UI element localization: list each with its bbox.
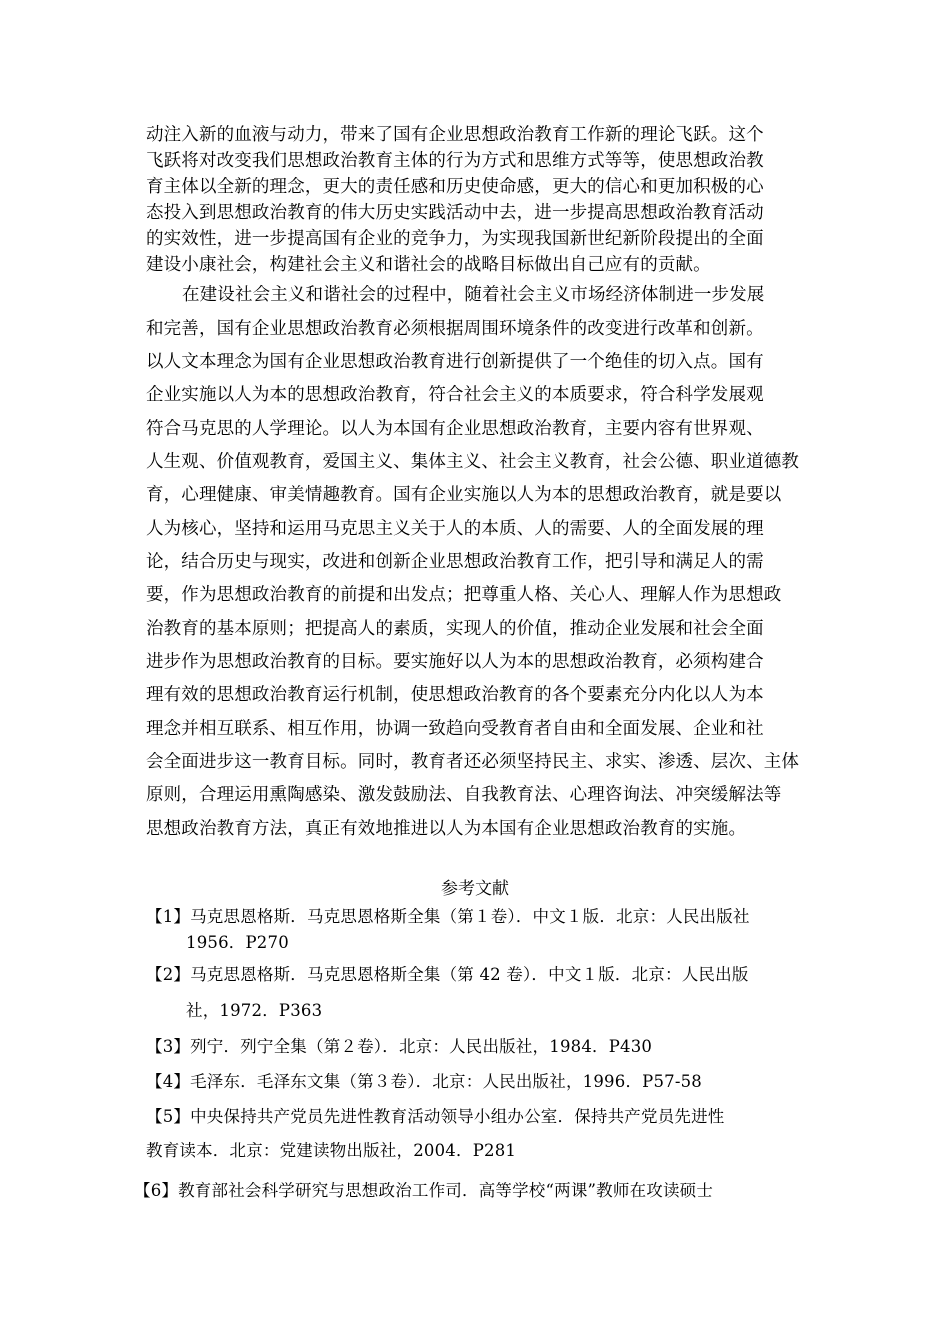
paragraph-2-line: 会全面进步这一教育目标。同时，教育者还必须坚持民主、求实、渗透、层次、主体 <box>146 752 800 772</box>
paragraph-2-line: 育，心理健康、审美情趣教育。国有企业实施以人为本的思想政治教育，就是要以 <box>146 485 782 505</box>
paragraph-1-line: 动注入新的血液与动力，带来了国有企业思想政治教育工作新的理论飞跃。这个 <box>146 125 764 145</box>
reference-entry-4: 【4】毛泽东．毛泽东文集（第３卷）．北京：人民出版社，1996．P57-58 <box>146 1072 703 1091</box>
reference-entry-1-continuation: 1956．P270 <box>186 933 289 952</box>
paragraph-2-line: 和完善，国有企业思想政治教育必须根据周围环境条件的改变进行改革和创新。 <box>146 319 764 339</box>
reference-entry-1: 【1】马克思恩格斯．马克思恩格斯全集（第１卷）．中文１版．北京：人民出版社 <box>146 907 750 926</box>
reference-entry-5-continuation: 教育读本．北京：党建读物出版社，2004．P281 <box>146 1141 517 1160</box>
reference-entry-2: 【2】马克思恩格斯．马克思恩格斯全集（第 42 卷）．中文１版．北京：人民出版 <box>146 965 749 984</box>
paragraph-2-line: 人生观、价值观教育，爱国主义、集体主义、社会主义教育，社会公德、职业道德教 <box>146 452 800 472</box>
reference-entry-5: 【5】中央保持共产党员先进性教育活动领导小组办公室．保持共产党员先进性 <box>146 1107 725 1126</box>
reference-entry-3: 【3】列宁．列宁全集（第２卷）．北京：人民出版社，1984．P430 <box>146 1037 653 1056</box>
paragraph-2-line: 原则，合理运用熏陶感染、激发鼓励法、自我教育法、心理咨询法、冲突缓解法等 <box>146 785 782 805</box>
paragraph-2-line: 理有效的思想政治教育运行机制，使思想政治教育的各个要素充分内化以人为本 <box>146 685 764 705</box>
paragraph-2-line: 治教育的基本原则；把提高人的素质，实现人的价值，推动企业发展和社会全面 <box>146 619 764 639</box>
paragraph-1-line: 飞跃将对改变我们思想政治教育主体的行为方式和思维方式等等，使思想政治教 <box>146 151 764 171</box>
paragraph-1-line: 态投入到思想政治教育的伟大历史实践活动中去，进一步提高思想政治教育活动 <box>146 203 764 223</box>
paragraph-2-line: 理念并相互联系、相互作用，协调一致趋向受教育者自由和全面发展、企业和社 <box>146 719 764 739</box>
paragraph-2-line: 在建设社会主义和谐社会的过程中，随着社会主义市场经济体制进一步发展 <box>182 285 765 305</box>
paragraph-1-line: 育主体以全新的理念，更大的责任感和历史使命感，更大的信心和更加积极的心 <box>146 177 764 197</box>
reference-entry-6: 【6】教育部社会科学研究与思想政治工作司．高等学校“两课”教师在攻读硕士 <box>134 1181 714 1200</box>
paragraph-1-line: 的实效性，进一步提高国有企业的竞争力，为实现我国新世纪新阶段提出的全面 <box>146 229 764 249</box>
paragraph-2-line: 进步作为思想政治教育的目标。要实施好以人为本的思想政治教育，必须构建合 <box>146 652 764 672</box>
references-heading: 参考文献 <box>441 879 509 899</box>
paragraph-2-line: 论，结合历史与现实，改进和创新企业思想政治教育工作，把引导和满足人的需 <box>146 552 764 572</box>
reference-entry-2-continuation: 社，1972．P363 <box>186 1001 323 1020</box>
paragraph-1-line: 建设小康社会，构建社会主义和谐社会的战略目标做出自己应有的贡献。 <box>146 255 711 275</box>
paragraph-2-line: 企业实施以人为本的思想政治教育，符合社会主义的本质要求，符合科学发展观 <box>146 385 764 405</box>
paragraph-2-line: 人为核心，坚持和运用马克思主义关于人的本质、人的需要、人的全面发展的理 <box>146 519 764 539</box>
paragraph-2-line: 以人文本理念为国有企业思想政治教育进行创新提供了一个绝佳的切入点。国有 <box>146 352 764 372</box>
paragraph-2-line: 符合马克思的人学理论。以人为本国有企业思想政治教育，主要内容有世界观、 <box>146 419 764 439</box>
paragraph-2-line: 思想政治教育方法，真正有效地推进以人为本国有企业思想政治教育的实施。 <box>146 819 747 839</box>
paragraph-2-line: 要，作为思想政治教育的前提和出发点；把尊重人格、关心人、理解人作为思想政 <box>146 585 782 605</box>
